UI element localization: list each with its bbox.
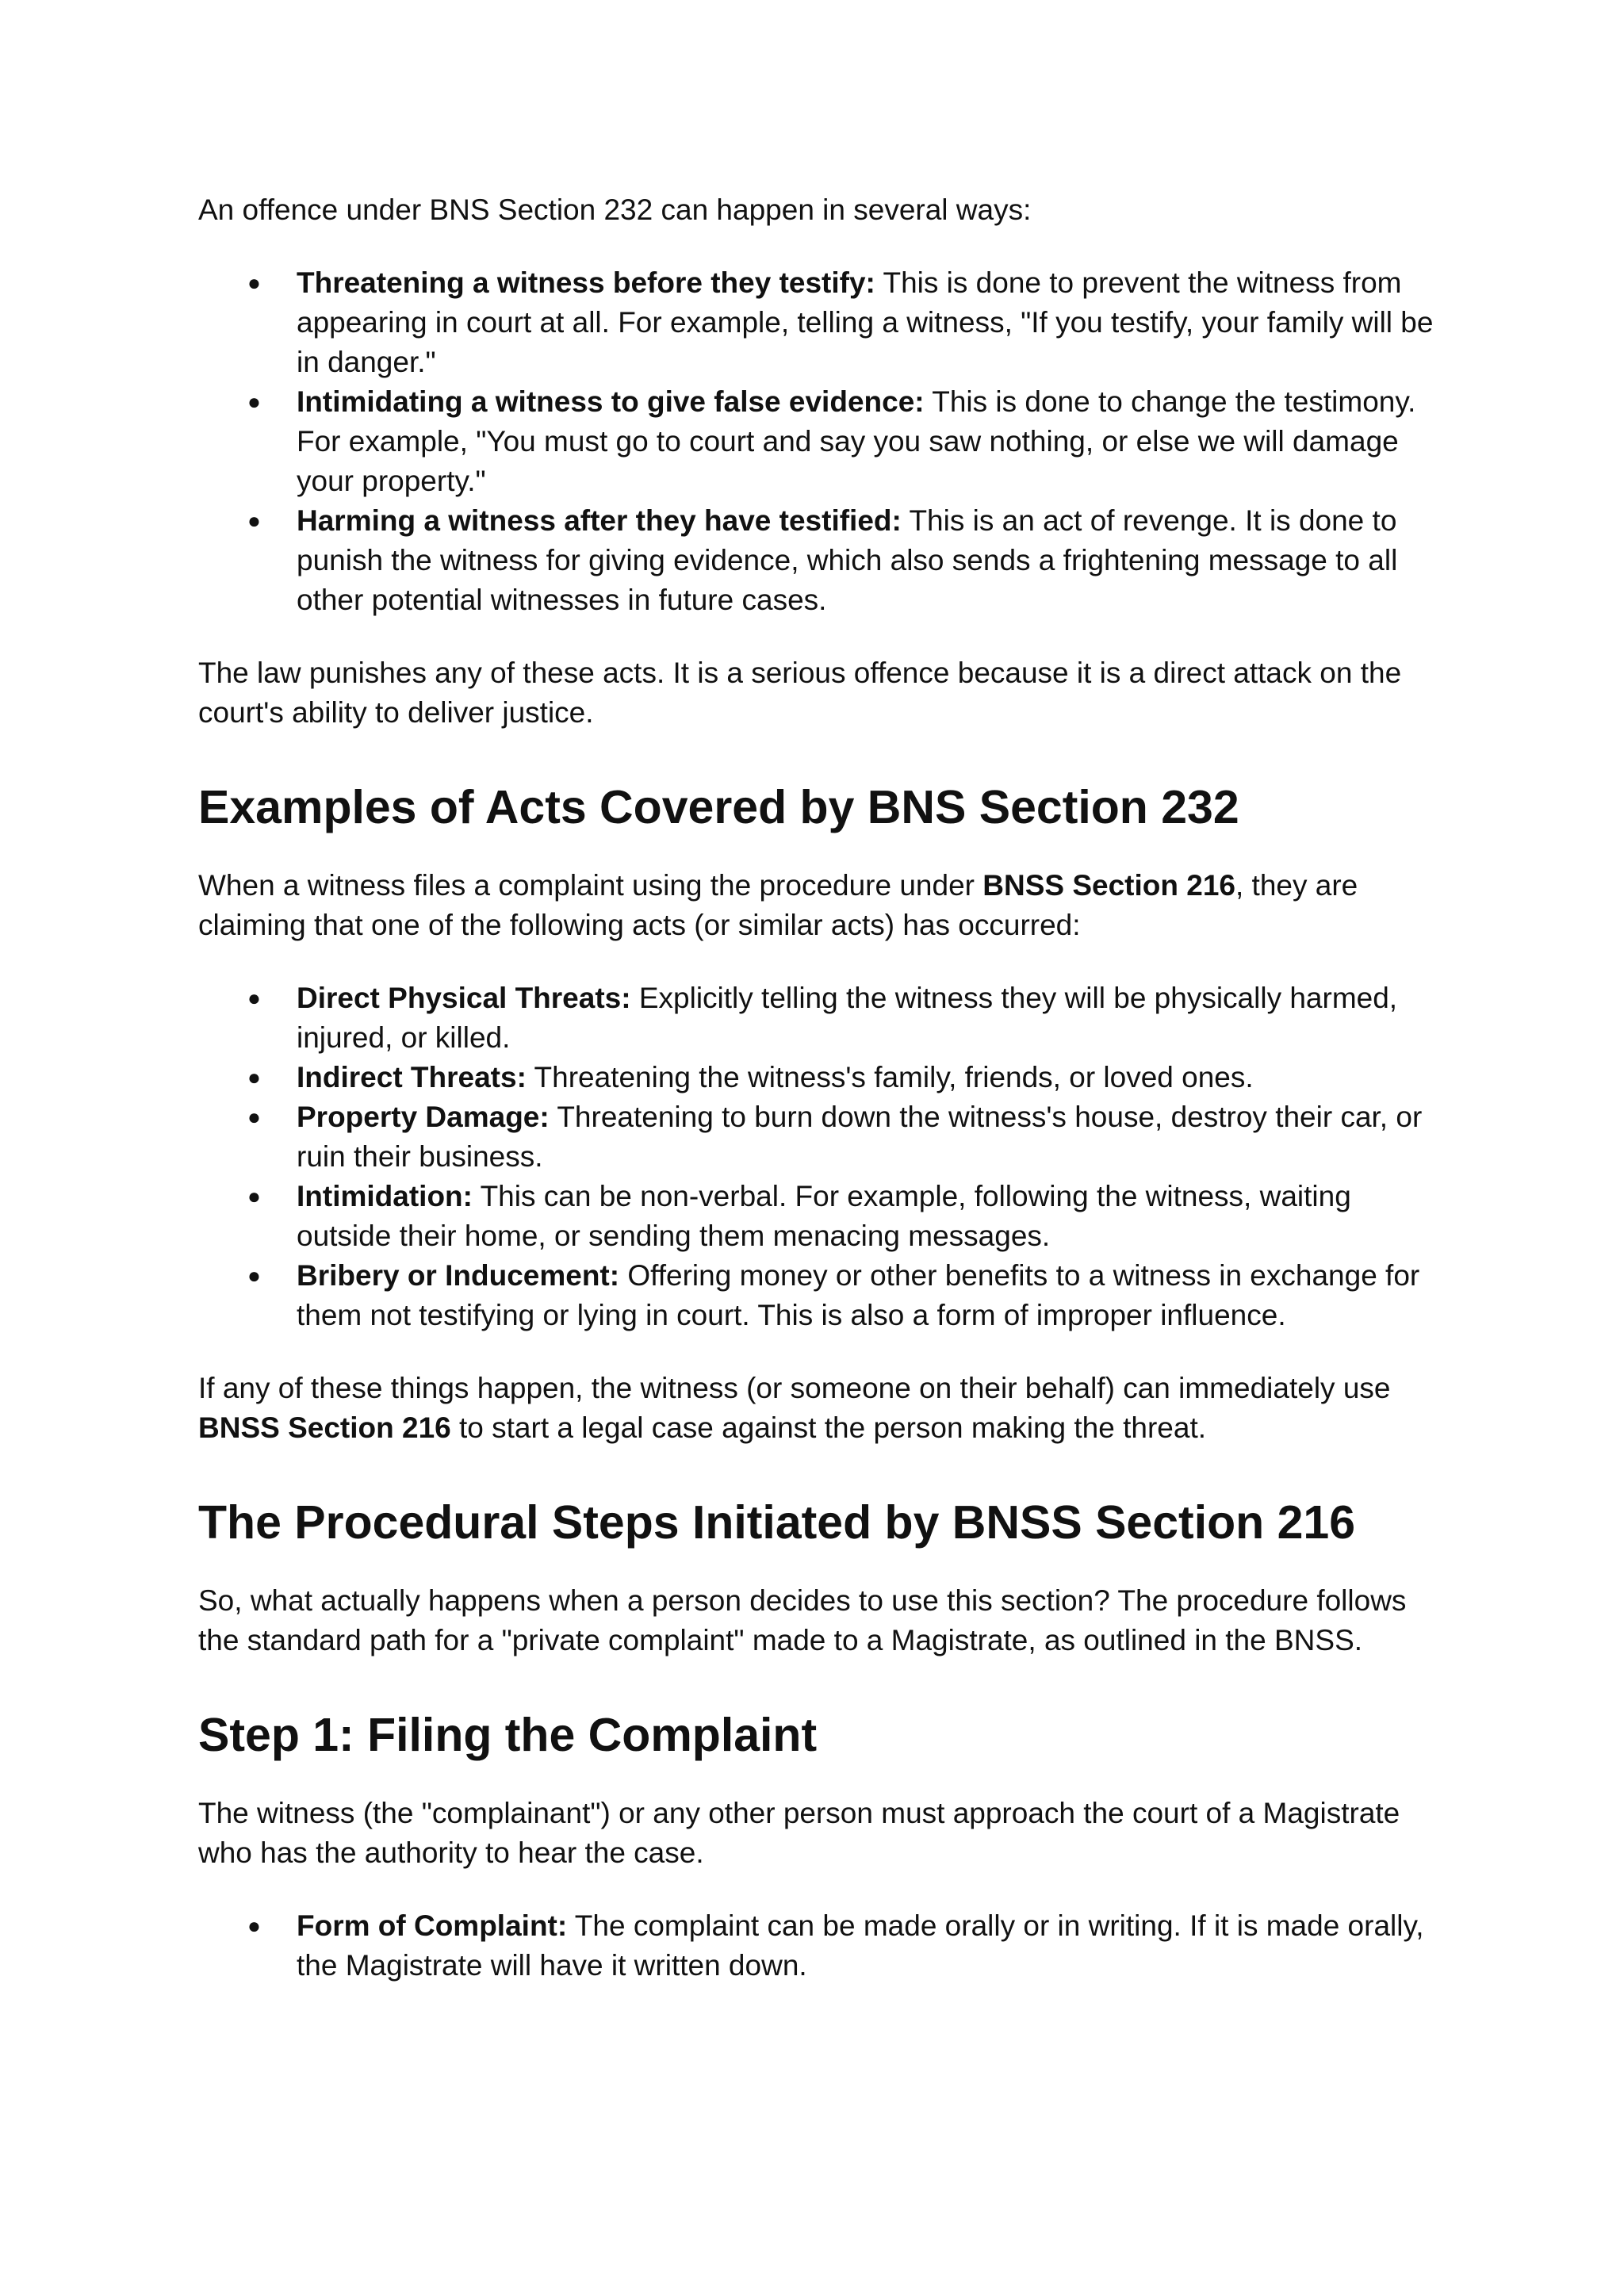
bullet-icon: ● [247,270,261,295]
bullet-icon: ● [247,389,261,414]
step1-list [198,1906,1443,1986]
list-item-text: Threatening to burn down the witness's house, destroy their car, or ruin their business. [297,1101,1423,1173]
examples-list [198,978,1443,1335]
list-item-title: Threatening a witness before they testify: [297,266,875,299]
procedural-intro-paragraph: So, what actually happens when a person decides to use this section? The procedure follows the standard path for a "private complaint" made to a Magistrate, as outlined in the BNSS. [198,1584,1407,1656]
list-item [198,263,1443,382]
law-punishes-paragraph: The law punishes any of these acts. It is a serious offence because it is a direct attack on the court's ability to deliver justice. [198,657,1402,729]
list-item-text: Explicitly telling the witness they will be physically harmed, injured, or killed. [297,982,1398,1054]
list-item-title: Harming a witness after they have testified: [297,504,902,537]
list-item [198,1097,1443,1177]
list-item [198,501,1443,620]
intro-paragraph: An offence under BNS Section 232 can happen in several ways: [198,193,1032,226]
list-item [198,1256,1443,1335]
examples-intro-bold: BNSS Section 216 [982,869,1235,902]
document-page [198,190,1443,1986]
bullet-icon: ● [247,1065,261,1090]
bullet-icon: ● [247,1913,261,1938]
procedural-heading: The Procedural Steps Initiated by BNSS Section 216 [198,1496,1356,1549]
bullet-icon: ● [247,986,261,1010]
list-item-title: Direct Physical Threats: [297,982,631,1014]
list-item-title: Intimidation: [297,1180,473,1212]
bullet-icon: ● [247,1184,261,1208]
list-item-text: This can be non-verbal. For example, following the witness, waiting outside their home, or sending them menacing messages. [297,1180,1351,1252]
bullet-icon: ● [247,1263,261,1288]
examples-intro-text-after: , they are claiming that one of the following acts (or similar acts) has occurred: [198,869,1358,941]
list-item-title: Intimidating a witness to give false evidence: [297,385,925,418]
examples-intro-text: When a witness files a complaint using the procedure under [198,869,983,902]
bullet-icon: ● [247,508,261,533]
list-item-text: This is done to prevent the witness from appearing in court at all. For example, telling a witness, "If you testify, your family will be in danger." [297,266,1434,378]
examples-heading: Examples of Acts Covered by BNS Section 232 [198,781,1239,833]
list-item [198,382,1443,501]
offence-ways-list [198,263,1443,620]
list-item-title: Indirect Threats: [297,1061,527,1093]
bullet-icon: ● [247,1105,261,1129]
list-item [198,1177,1443,1256]
examples-intro-paragraph [198,866,1443,945]
step1-heading: Step 1: Filing the Complaint [198,1709,818,1761]
examples-outro-text-after: to start a legal case against the person making the threat. [450,1411,1207,1444]
step1-intro-paragraph: The witness (the "complainant") or any other person must approach the court of a Magistrate who has the authority to hear the case. [198,1797,1400,1869]
list-item-title: Form of Complaint: [297,1909,568,1942]
examples-outro-paragraph [198,1369,1443,1448]
list-item-text: Offering money or other benefits to a witness in exchange for them not testifying or lying in court. This is also a form of improper influence. [297,1259,1420,1331]
list-item-title: Bribery or Inducement: [297,1259,620,1292]
list-item [198,978,1443,1058]
list-item-text: This is an act of revenge. It is done to punish the witness for giving evidence, which also sends a frightening message to all other potential witnesses in future cases. [297,504,1398,616]
examples-outro-text: If any of these things happen, the witness (or someone on their behalf) can immediately use [198,1372,1391,1404]
list-item [198,1058,1443,1097]
list-item-text: The complaint can be made orally or in writing. If it is made orally, the Magistrate will have it written down. [297,1909,1424,1982]
list-item [198,1906,1443,1986]
list-item-title: Property Damage: [297,1101,550,1133]
examples-outro-bold: BNSS Section 216 [198,1411,451,1444]
list-item-text: Threatening the witness's family, friends, or loved ones. [526,1061,1254,1093]
list-item-text: This is done to change the testimony. For example, "You must go to court and say you saw nothing, or else we will damage your property." [297,385,1416,497]
